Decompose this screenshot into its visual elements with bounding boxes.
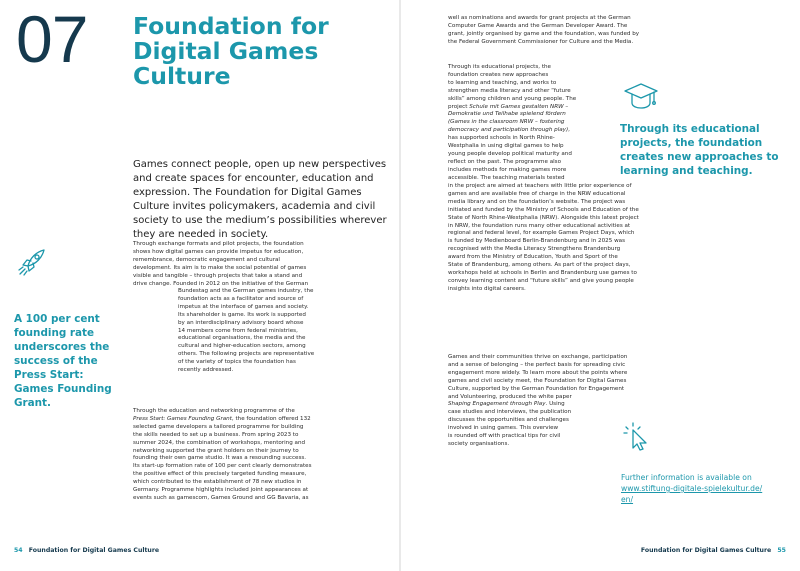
text-line: networking supported the grant holders on their journey to <box>133 447 299 454</box>
body-paragraph-1-indented <box>178 288 394 375</box>
body-paragraph-education-wide <box>448 183 748 294</box>
text-line: Press Start: Games Founding Grant, the foundation offered 132 <box>133 415 311 422</box>
text-line: Computer Game Awards and the German Developer Award. The <box>448 22 628 29</box>
footer-title: Foundation for Digital Games Culture <box>640 547 772 554</box>
text-line: (Games in the classroom NRW – fostering <box>448 119 565 126</box>
text-line: is rounded off with practical tips for civil <box>448 432 561 439</box>
text-line: regional and federal level, for example Games Project Days, which <box>448 230 635 237</box>
text-line: educational organisations, the media and the <box>178 335 306 342</box>
website-link[interactable]: www.stiftung-digitale-spielekultur.de/ <box>621 484 763 493</box>
body-paragraph-engagement-wide <box>448 354 748 401</box>
text-line: society organisations. <box>448 440 510 447</box>
text-line: cultural and higher-education sectors, among <box>178 343 306 350</box>
text-line: is funded by Medienboard Berlin-Brandenburg and in 2025 was <box>448 238 625 245</box>
body-paragraph-education-narrow <box>448 64 613 183</box>
pull-quote-left: A 100 per cent founding rate underscores the success of the Press Start: Games Founding Grant. <box>14 313 112 409</box>
text-line: recently addressed. <box>178 367 234 374</box>
text-line: democracy and participation through play), <box>448 127 570 134</box>
text-line: involved in using games. This overview <box>448 424 559 431</box>
text-line: media library and on the foundation’s website. The project was <box>448 198 626 205</box>
text-line: State of Brandenburg, among others. As part of the project days, <box>448 262 631 269</box>
text-line: remembrance, democratic engagement and cultural <box>133 256 280 263</box>
cursor-click-icon <box>621 420 653 452</box>
text-line: initiated and funded by the Ministry of Schools and Education of the <box>448 206 639 213</box>
text-line: young people develop political maturity and <box>448 150 572 157</box>
text-line: visible and tangible – through projects that take a stand and <box>133 272 303 279</box>
text-line: the skills needed to set up a business. From spring 2023 to <box>133 431 299 438</box>
text-line: Shaping Engagement through Play. Using <box>448 401 565 407</box>
body-paragraph-engagement-narrow <box>448 401 618 448</box>
text-line: the positive effect of this precisely targeted funding measure, <box>133 471 307 478</box>
rocket-icon <box>14 246 48 280</box>
text-line: to learning and teaching, and works to <box>448 79 557 86</box>
left-page <box>0 0 399 571</box>
text-line: and Volunteering, produced the white paper <box>448 393 572 400</box>
text-line: Through the education and networking programme of the <box>133 408 295 414</box>
body-paragraph-1 <box>133 241 395 288</box>
text-line: Through exchange formats and pilot projects, the foundation <box>133 241 304 247</box>
text-line: Its shareholder is game. Its work is supported <box>178 311 306 318</box>
text-line: insights into digital careers. <box>448 285 526 292</box>
further-info-text: Further information is available on <box>621 473 752 482</box>
pull-quote-right: Through its educational projects, the foundation creates new approaches to learning and teaching. <box>620 123 779 177</box>
text-line: Games and their communities thrive on exchange, participation <box>448 354 628 360</box>
text-line: State of North Rhine-Westphalia (NRW). Alongside this latest project <box>448 214 639 221</box>
text-line: Its start-up formation rate of 100 per cent clearly demonstrates <box>133 463 312 470</box>
graduation-cap-icon <box>623 79 659 115</box>
website-link-continued[interactable]: en/ <box>621 495 634 504</box>
text-line: includes methods for making games more <box>448 166 567 173</box>
text-line: grant, jointly organised by game and the foundation, was funded by <box>448 30 640 37</box>
further-info-block <box>621 472 791 505</box>
text-line: selected game developers a tailored programme for building <box>133 423 304 430</box>
text-line: accessible. The teaching materials tested <box>448 174 565 181</box>
text-line: in NRW, the foundation runs many other educational activities at <box>448 222 631 229</box>
text-line: which contributed to the establishment of 78 new studios in <box>133 479 302 486</box>
text-line: Demokratie und Teilhabe spielend fördern <box>448 111 566 118</box>
page-title: Foundation for Digital Games Culture <box>133 12 329 90</box>
text-line: has supported schools in North Rhine- <box>448 135 555 142</box>
text-line: the Federal Government Commissioner for Culture and the Media. <box>448 38 634 45</box>
body-paragraph-continued <box>448 15 748 47</box>
text-line: development. Its aim is to make the social potential of games <box>133 264 307 271</box>
text-line: strengthen media literacy and other “future <box>448 87 571 94</box>
text-line: founding their own game studio. It was a resounding success. <box>133 455 307 462</box>
text-line: by an interdisciplinary advisory board whose <box>178 319 304 326</box>
text-line: others. The following projects are representative <box>178 351 315 358</box>
text-line: drive change. Founded in 2012 on the initiative of the German <box>133 280 309 287</box>
text-line: project Schule mit Games gestalten NRW – <box>448 103 569 110</box>
chapter-number: 07 <box>16 2 88 76</box>
text-line: award from the Ministry of Education, Youth and Sport of the <box>448 254 618 261</box>
text-line: and a sense of belonging – the perfect basis for spreading civic <box>448 361 626 368</box>
text-line: shows how digital games can provide impetus for education, <box>133 248 304 255</box>
text-line: 14 members come from federal ministries, <box>178 327 298 334</box>
text-line: events such as gamescom, Games Ground and GG Bavaria, as <box>133 494 309 501</box>
text-line: Westphalia in using digital games to help <box>448 143 564 150</box>
text-line: engagement more widely. To learn more about the points where <box>448 369 628 376</box>
text-line: Through its educational projects, the <box>448 64 552 70</box>
text-line: Germany. Programme highlights included joint appearances at <box>133 487 309 494</box>
text-line: recognised with the Media Literacy Strengthens Brandenburg <box>448 246 621 253</box>
footer-left <box>14 547 159 554</box>
text-line: summer 2024, the combination of workshops, mentoring and <box>133 439 306 446</box>
text-line: Culture, supported by the German Foundation for Engagement <box>448 385 625 392</box>
page-number: 55 <box>777 547 786 554</box>
text-line: convey learning content and “future skills” and give young people <box>448 277 634 284</box>
text-line: foundation acts as a facilitator and source of <box>178 295 304 302</box>
page-number: 54 <box>14 547 23 554</box>
text-line: discusses the opportunities and challenges <box>448 416 569 423</box>
text-line: reflect on the past. The programme also <box>448 158 562 165</box>
footer-right <box>641 547 786 554</box>
text-line: impetus at the interface of games and society. <box>178 303 309 310</box>
text-line: skills” among children and young people. The <box>448 95 577 102</box>
text-line: in the project are aimed at teachers with little prior experience of <box>448 183 632 189</box>
text-line: games and civil society meet, the Foundation for Digital Games <box>448 377 627 384</box>
text-line: well as nominations and awards for grant projects at the German <box>448 15 631 21</box>
body-paragraph-2 <box>133 408 395 503</box>
text-line: workshops held at schools in Berlin and Brandenburg use games to <box>448 269 637 276</box>
text-line: case studies and interviews, the publication <box>448 408 572 415</box>
text-line: of the variety of topics the foundation has <box>178 359 296 366</box>
text-line: foundation creates new approaches <box>448 71 549 78</box>
intro-paragraph: Games connect people, open up new perspectives and create spaces for encounter, education and expression. The Foundation for Digital Games Culture invites policymakers, academia and civil society to use the medium’s possibilities wherever they are needed in society. <box>133 159 387 240</box>
text-line: Bundestag and the German games industry, the <box>178 288 314 294</box>
footer-title: Foundation for Digital Games Culture <box>28 547 160 554</box>
text-line: games and are available free of charge in the NRW educational <box>448 190 626 197</box>
